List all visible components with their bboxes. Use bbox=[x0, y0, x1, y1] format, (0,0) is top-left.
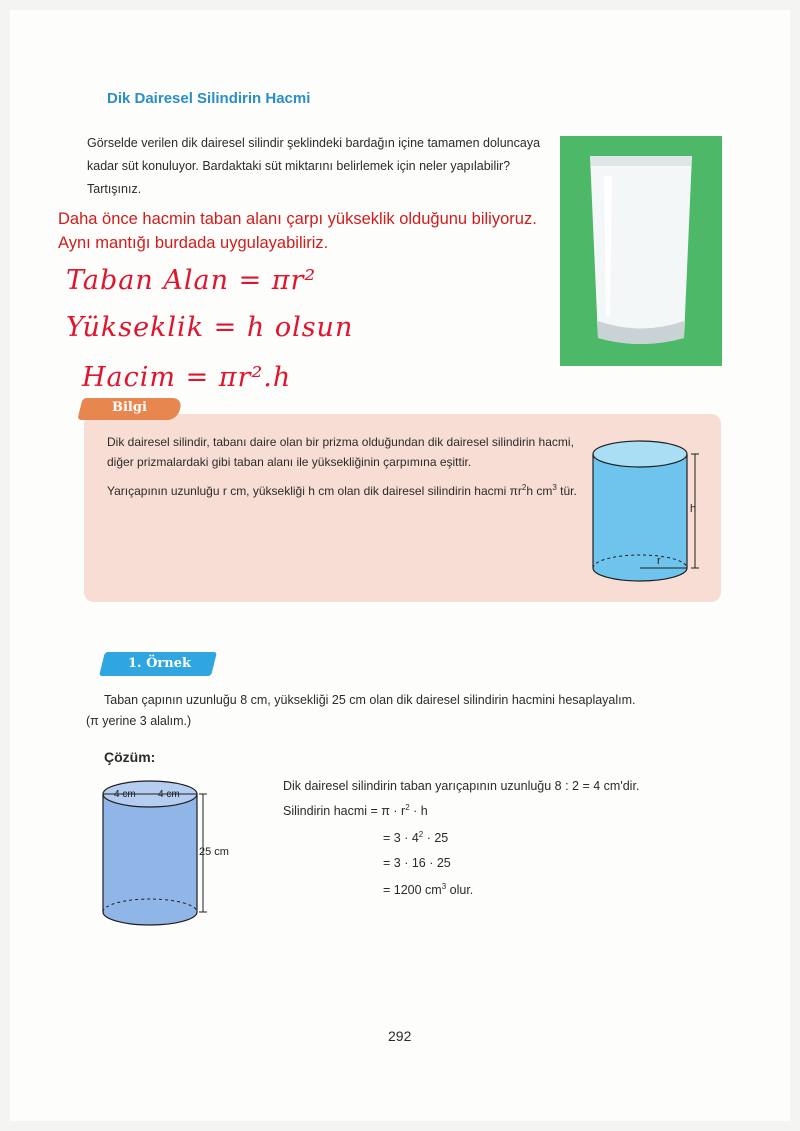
milk-glass-image bbox=[560, 136, 722, 366]
intro-paragraph: Görselde verilen dik dairesel silindir şeklindeki bardağın içine tamamen doluncaya kadar süt konuluyor. Bardaktaki süt miktarını belirlemek için neler yapılabilir? Tartışınız. bbox=[87, 136, 541, 196]
solution-line-3: = $3 \cdot 4^2 \cdot 25$ bbox=[383, 830, 449, 846]
solution-heading: Çözüm: bbox=[104, 749, 156, 765]
milk-glass-icon bbox=[560, 136, 722, 366]
solution-line-4: = 3 · 16 · 25 bbox=[383, 856, 451, 870]
example-fig-radius-a: 4 cm bbox=[114, 789, 136, 800]
red-note bbox=[58, 207, 537, 255]
info-fig-r-label: r bbox=[657, 555, 661, 567]
red-note-line2: Aynı mantığı burdada uygulayabiliriz. bbox=[58, 234, 329, 252]
example-cylinder-figure bbox=[100, 780, 240, 930]
info-text bbox=[107, 432, 577, 501]
example-problem: Taban çapının uzunluğu 8 cm, yüksekliği 25 cm olan dik dairesel silindirin hacmini hesaplayalım. bbox=[104, 693, 636, 707]
page-number: 292 bbox=[388, 1028, 412, 1044]
handwritten-height: Yükseklik = h olsun bbox=[66, 312, 354, 343]
solution-line-2: Silindirin hacmi = $\pi \cdot r^2 \cdot h$ bbox=[283, 803, 428, 819]
example-label: 1. Örnek bbox=[128, 656, 192, 671]
handwritten-base-area: Taban Alan = πr² bbox=[66, 265, 317, 296]
info-paragraph-1: Dik dairesel silindir, tabanı daire olan bir prizma olduğundan dik dairesel silindirin hacmi, diğer prizmalardaki gibi taban alanı ile yüksekliğinin çarpımına eşittir. bbox=[107, 435, 574, 469]
solution-line-5: = 1200 $cm^3$ olur. bbox=[383, 882, 474, 898]
example-note: (π yerine 3 alalım.) bbox=[86, 714, 192, 728]
info-fig-h-label: h bbox=[690, 503, 697, 515]
handwritten-volume: Hacim = πr².h bbox=[82, 362, 292, 393]
solution-line-1: Dik dairesel silindirin taban yarıçapının uzunluğu 8 : 2 = 4 cm'dir. bbox=[283, 779, 640, 793]
info-cylinder-figure bbox=[585, 436, 710, 596]
example-fig-radius-b: 4 cm bbox=[158, 789, 180, 800]
section-title: Dik Dairesel Silindirin Hacmi bbox=[107, 90, 311, 107]
red-note-line1: Daha önce hacmin taban alanı çarpı yükseklik olduğunu biliyoruz. bbox=[58, 210, 537, 228]
info-paragraph-2: Yarıçapının uzunluğu r cm, yüksekliği h cm olan dik dairesel silindirin hacmi $\pi r^2h$ $cm^3$ tür. bbox=[107, 483, 577, 498]
example-fig-height: 25 cm bbox=[199, 846, 229, 858]
info-label: Bilgi bbox=[112, 400, 147, 415]
example-text bbox=[86, 690, 736, 732]
